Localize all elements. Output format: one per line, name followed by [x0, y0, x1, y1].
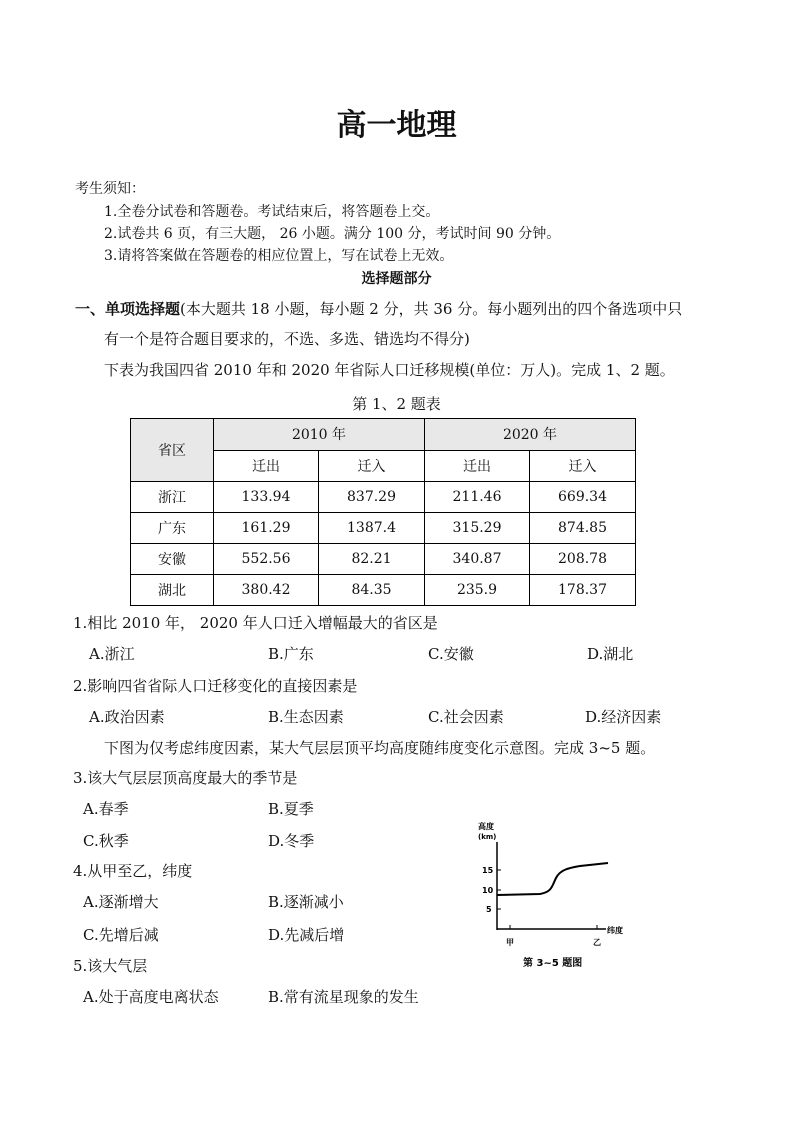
table-row: 安徽 552.56 82.21 340.87 208.78 [131, 544, 636, 575]
table-row: 广东 161.29 1387.4 315.29 874.85 [131, 513, 636, 544]
notice-item: 2.试卷共 6 页，有三大题， 26 小题。满分 100 分，考试时间 90 分钟。 [104, 226, 561, 242]
part-desc-cont: 有一个是符合题目要求的，不选、多选、错选均不得分) [104, 330, 470, 348]
header-in: 迁入 [319, 450, 425, 482]
table-row: 湖北 380.42 84.35 235.9 178.37 [131, 575, 636, 606]
notice-item: 3.请将答案做在答题卷的相应位置上，写在试卷上无效。 [104, 248, 454, 264]
q1-stem: 1.相比 2010 年， 2020 年人口迁入增幅最大的省区是 [73, 614, 438, 632]
header-2020: 2020 年 [425, 419, 636, 451]
x-tick-label: 甲 [506, 938, 514, 947]
migration-table [130, 418, 636, 606]
header-out: 迁出 [214, 450, 319, 482]
notice-item: 1.全卷分试卷和答题卷。考试结束后，将答题卷上交。 [104, 204, 440, 220]
part-desc: (本大题共 18 小题，每小题 2 分，共 36 分。每小题列出的四个备选项中只 [180, 300, 683, 318]
table-row: 浙江 133.94 837.29 211.46 669.34 [131, 482, 636, 513]
q2-stem: 2.影响四省省际人口迁移变化的直接因素是 [73, 677, 358, 695]
q4-stem: 4.从甲至乙，纬度 [73, 862, 193, 880]
table-caption: 第 1、2 题表 [352, 395, 441, 413]
atmosphere-height-figure [460, 810, 640, 980]
q5-option: A.处于高度电离状态 [83, 988, 219, 1006]
q4-option: B.逐渐减小 [268, 893, 344, 911]
q1-option: C.安徽 [428, 645, 474, 663]
header-out: 迁出 [425, 450, 530, 482]
intro-text-2: 下图为仅考虑纬度因素，某大气层层顶平均高度随纬度变化示意图。完成 3~5 题。 [104, 739, 656, 757]
q3-option: B.夏季 [268, 800, 314, 818]
q2-option: B.生态因素 [268, 708, 344, 726]
header-2010: 2010 年 [214, 419, 425, 451]
q3-option: C.秋季 [83, 832, 129, 850]
notice-heading: 考生须知： [75, 181, 145, 197]
y-tick-label: 15 [482, 866, 494, 875]
q5-stem: 5.该大气层 [73, 957, 148, 975]
q2-option: D.经济因素 [585, 708, 662, 726]
part-label: 一、单项选择题 [75, 300, 181, 318]
q5-option: B.常有流星现象的发生 [268, 988, 419, 1006]
q1-option: D.湖北 [587, 645, 634, 663]
figure-caption: 第 3~5 题图 [523, 958, 583, 969]
x-tick-label: 乙 [593, 938, 601, 947]
page-title: 高一地理 [336, 108, 457, 143]
q4-option: C.先增后减 [83, 926, 159, 944]
q3-option: A.春季 [83, 800, 129, 818]
y-unit: (km) [478, 833, 497, 841]
q4-option: D.先减后增 [268, 926, 345, 944]
q3-option: D.冬季 [268, 832, 315, 850]
y-tick-label: 10 [482, 886, 494, 895]
intro-text: 下表为我国四省 2010 年和 2020 年省际人口迁移规模(单位：万人)。完成 1、2 题。 [104, 361, 675, 379]
q3-stem: 3.该大气层层顶高度最大的季节是 [73, 769, 298, 787]
q1-option: A.浙江 [89, 645, 135, 663]
q2-option: C.社会因素 [428, 708, 504, 726]
section-title: 选择题部分 [361, 271, 432, 287]
height-curve [497, 863, 608, 895]
y-label: 高度 [478, 822, 494, 831]
q2-option: A.政治因素 [89, 708, 165, 726]
header-in: 迁入 [530, 450, 636, 482]
header-region: 省区 [131, 419, 214, 482]
y-tick-label: 5 [486, 905, 492, 914]
q4-option: A.逐渐增大 [83, 893, 159, 911]
x-label: 纬度 [607, 926, 623, 935]
q1-option: B.广东 [268, 645, 314, 663]
